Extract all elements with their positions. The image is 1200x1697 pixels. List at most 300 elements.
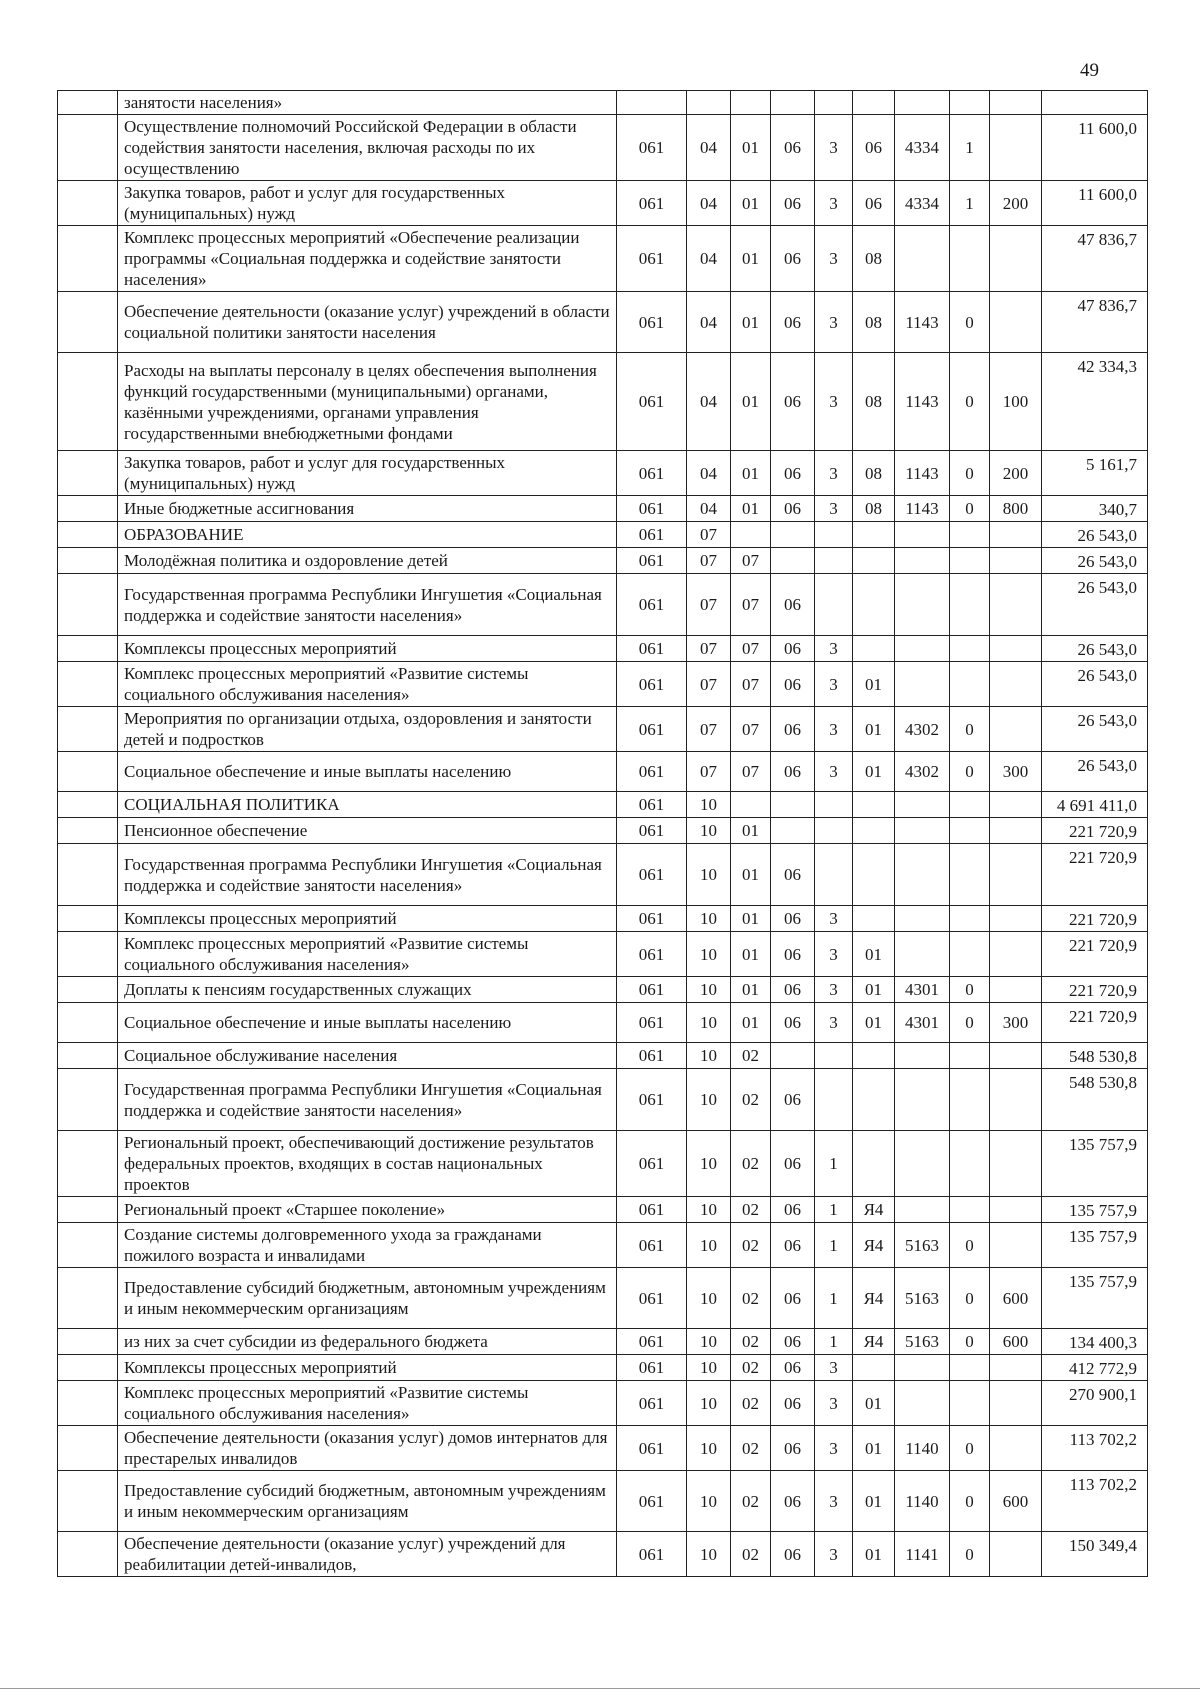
code-cell-c2: 10 (687, 1131, 731, 1197)
amount-cell: 113 702,2 (1042, 1471, 1148, 1532)
code-cell-c3: 07 (731, 707, 771, 752)
code-cell-c3: 01 (731, 818, 771, 844)
code-cell-c9 (990, 707, 1042, 752)
code-cell-c9 (990, 91, 1042, 115)
code-cell-c5: 3 (815, 1003, 853, 1043)
row-number-cell (58, 91, 118, 115)
code-cell-c4: 06 (771, 977, 815, 1003)
item-name-cell: ОБРАЗОВАНИЕ (118, 522, 617, 548)
code-cell-c9 (990, 1532, 1042, 1577)
code-cell-c3: 07 (731, 636, 771, 662)
table-row (58, 1069, 1148, 1131)
code-cell-c9 (990, 1381, 1042, 1426)
code-cell-c5: 3 (815, 353, 853, 451)
code-cell-c9: 600 (990, 1471, 1042, 1532)
table-row (58, 91, 1148, 115)
code-cell-c4: 06 (771, 1069, 815, 1131)
item-name-cell: Комплексы процессных мероприятий (118, 1355, 617, 1381)
code-cell-c8 (950, 1043, 990, 1069)
code-cell-c8: 0 (950, 707, 990, 752)
item-name-cell: Пенсионное обеспечение (118, 818, 617, 844)
table-row (58, 1003, 1148, 1043)
code-cell-c9 (990, 115, 1042, 181)
code-cell-c1: 061 (617, 353, 687, 451)
row-number-cell (58, 977, 118, 1003)
code-cell-c2: 04 (687, 496, 731, 522)
code-cell-c2: 10 (687, 1197, 731, 1223)
amount-cell: 221 720,9 (1042, 977, 1148, 1003)
code-cell-c2: 07 (687, 752, 731, 792)
amount-cell: 135 757,9 (1042, 1223, 1148, 1268)
item-name-cell: Социальное обеспечение и иные выплаты населению (118, 752, 617, 792)
code-cell-c3: 01 (731, 906, 771, 932)
amount-cell: 221 720,9 (1042, 1003, 1148, 1043)
code-cell-c9: 200 (990, 451, 1042, 496)
item-name-cell: Социальное обслуживание населения (118, 1043, 617, 1069)
row-number-cell (58, 1471, 118, 1532)
code-cell-c6: 08 (853, 353, 895, 451)
code-cell-c6: Я4 (853, 1197, 895, 1223)
amount-cell: 221 720,9 (1042, 818, 1148, 844)
row-number-cell (58, 1069, 118, 1131)
code-cell-c5: 3 (815, 1381, 853, 1426)
table-row (58, 906, 1148, 932)
amount-cell: 134 400,3 (1042, 1329, 1148, 1355)
code-cell-c4: 06 (771, 844, 815, 906)
code-cell-c2: 10 (687, 1355, 731, 1381)
code-cell-c4: 06 (771, 1532, 815, 1577)
code-cell-c1: 061 (617, 522, 687, 548)
item-name-cell: Комплекс процессных мероприятий «Обеспечение реализации программы «Социальная поддержка и содействие занятости населения» (118, 226, 617, 292)
amount-cell: 135 757,9 (1042, 1268, 1148, 1329)
row-number-cell (58, 353, 118, 451)
code-cell-c7: 4301 (895, 1003, 950, 1043)
code-cell-c9 (990, 636, 1042, 662)
code-cell-c4 (771, 548, 815, 574)
code-cell-c4: 06 (771, 226, 815, 292)
code-cell-c7 (895, 636, 950, 662)
amount-cell: 26 543,0 (1042, 636, 1148, 662)
code-cell-c4 (771, 792, 815, 818)
code-cell-c4: 06 (771, 1355, 815, 1381)
code-cell-c3: 01 (731, 292, 771, 353)
code-cell-c8 (950, 91, 990, 115)
code-cell-c3: 02 (731, 1381, 771, 1426)
code-cell-c1: 061 (617, 451, 687, 496)
amount-cell: 26 543,0 (1042, 707, 1148, 752)
code-cell-c6 (853, 522, 895, 548)
item-name-cell: Комплекс процессных мероприятий «Развитие системы социального обслуживания населения» (118, 1381, 617, 1426)
code-cell-c6: 06 (853, 115, 895, 181)
code-cell-c9 (990, 977, 1042, 1003)
code-cell-c7 (895, 91, 950, 115)
code-cell-c3: 02 (731, 1197, 771, 1223)
code-cell-c7 (895, 662, 950, 707)
code-cell-c9 (990, 906, 1042, 932)
code-cell-c7: 4301 (895, 977, 950, 1003)
code-cell-c7 (895, 226, 950, 292)
code-cell-c5 (815, 91, 853, 115)
code-cell-c9 (990, 792, 1042, 818)
code-cell-c7 (895, 574, 950, 636)
item-name-cell: Создание системы долговременного ухода за гражданами пожилого возраста и инвалидами (118, 1223, 617, 1268)
code-cell-c8 (950, 932, 990, 977)
code-cell-c2: 10 (687, 1426, 731, 1471)
code-cell-c3: 07 (731, 662, 771, 707)
code-cell-c5: 3 (815, 906, 853, 932)
item-name-cell: Региональный проект, обеспечивающий достижение результатов федеральных проектов, входящих в состав национальных проектов (118, 1131, 617, 1197)
code-cell-c9 (990, 1131, 1042, 1197)
table-row (58, 1426, 1148, 1471)
table-row (58, 1223, 1148, 1268)
code-cell-c9 (990, 1223, 1042, 1268)
code-cell-c3: 01 (731, 115, 771, 181)
code-cell-c8: 0 (950, 1003, 990, 1043)
code-cell-c5 (815, 844, 853, 906)
code-cell-c2: 07 (687, 636, 731, 662)
code-cell-c2: 04 (687, 353, 731, 451)
item-name-cell: Комплекс процессных мероприятий «Развитие системы социального обслуживания населения» (118, 662, 617, 707)
code-cell-c4: 06 (771, 932, 815, 977)
code-cell-c2: 07 (687, 707, 731, 752)
code-cell-c5: 1 (815, 1268, 853, 1329)
code-cell-c6: 06 (853, 181, 895, 226)
code-cell-c2 (687, 91, 731, 115)
code-cell-c8: 0 (950, 353, 990, 451)
code-cell-c5 (815, 522, 853, 548)
item-name-cell: Государственная программа Республики Ингушетия «Социальная поддержка и содействие занятости населения» (118, 844, 617, 906)
code-cell-c9: 100 (990, 353, 1042, 451)
table-row (58, 226, 1148, 292)
code-cell-c8 (950, 1069, 990, 1131)
amount-cell: 5 161,7 (1042, 451, 1148, 496)
code-cell-c8: 0 (950, 752, 990, 792)
row-number-cell (58, 1003, 118, 1043)
code-cell-c5: 3 (815, 1426, 853, 1471)
code-cell-c2: 10 (687, 1069, 731, 1131)
item-name-cell: Комплексы процессных мероприятий (118, 906, 617, 932)
amount-cell: 270 900,1 (1042, 1381, 1148, 1426)
table-row (58, 792, 1148, 818)
code-cell-c8 (950, 792, 990, 818)
code-cell-c1 (617, 91, 687, 115)
row-number-cell (58, 1329, 118, 1355)
code-cell-c8 (950, 226, 990, 292)
table-row (58, 548, 1148, 574)
row-number-cell (58, 1197, 118, 1223)
code-cell-c6 (853, 1355, 895, 1381)
bottom-divider (0, 1688, 1200, 1689)
amount-cell: 221 720,9 (1042, 932, 1148, 977)
item-name-cell: Закупка товаров, работ и услуг для государственных (муниципальных) нужд (118, 181, 617, 226)
code-cell-c1: 061 (617, 906, 687, 932)
code-cell-c6 (853, 1069, 895, 1131)
item-name-cell: Обеспечение деятельности (оказания услуг) домов интернатов для престарелых инвалидов (118, 1426, 617, 1471)
code-cell-c9 (990, 522, 1042, 548)
code-cell-c6: 08 (853, 226, 895, 292)
code-cell-c5: 3 (815, 1355, 853, 1381)
code-cell-c1: 061 (617, 1471, 687, 1532)
code-cell-c6: 08 (853, 496, 895, 522)
code-cell-c4: 06 (771, 752, 815, 792)
table-row (58, 844, 1148, 906)
code-cell-c7: 1140 (895, 1471, 950, 1532)
code-cell-c8: 0 (950, 1268, 990, 1329)
item-name-cell: Государственная программа Республики Ингушетия «Социальная поддержка и содействие занятости населения» (118, 1069, 617, 1131)
item-name-cell: Комплекс процессных мероприятий «Развитие системы социального обслуживания населения» (118, 932, 617, 977)
code-cell-c2: 07 (687, 522, 731, 548)
code-cell-c7 (895, 1131, 950, 1197)
code-cell-c2: 10 (687, 792, 731, 818)
code-cell-c4: 06 (771, 496, 815, 522)
code-cell-c7 (895, 522, 950, 548)
code-cell-c2: 04 (687, 451, 731, 496)
amount-cell: 26 543,0 (1042, 548, 1148, 574)
code-cell-c2: 10 (687, 932, 731, 977)
code-cell-c6 (853, 906, 895, 932)
code-cell-c5: 3 (815, 636, 853, 662)
code-cell-c3: 01 (731, 226, 771, 292)
code-cell-c7: 5163 (895, 1329, 950, 1355)
code-cell-c4: 06 (771, 292, 815, 353)
row-number-cell (58, 1223, 118, 1268)
row-number-cell (58, 115, 118, 181)
code-cell-c1: 061 (617, 662, 687, 707)
code-cell-c6: 01 (853, 662, 895, 707)
code-cell-c8 (950, 636, 990, 662)
code-cell-c8: 0 (950, 1329, 990, 1355)
code-cell-c8 (950, 1197, 990, 1223)
code-cell-c8 (950, 662, 990, 707)
code-cell-c9 (990, 292, 1042, 353)
code-cell-c5: 1 (815, 1223, 853, 1268)
row-number-cell (58, 1532, 118, 1577)
code-cell-c3 (731, 522, 771, 548)
code-cell-c2: 04 (687, 226, 731, 292)
code-cell-c5: 3 (815, 1471, 853, 1532)
code-cell-c9 (990, 1197, 1042, 1223)
item-name-cell: Обеспечение деятельности (оказание услуг) учреждений в области социальной политики занятости населения (118, 292, 617, 353)
code-cell-c6 (853, 636, 895, 662)
row-number-cell (58, 707, 118, 752)
code-cell-c4: 06 (771, 1426, 815, 1471)
code-cell-c1: 061 (617, 636, 687, 662)
code-cell-c8: 0 (950, 1532, 990, 1577)
code-cell-c6: 01 (853, 1003, 895, 1043)
code-cell-c8 (950, 1355, 990, 1381)
code-cell-c8 (950, 548, 990, 574)
amount-cell: 26 543,0 (1042, 662, 1148, 707)
code-cell-c1: 061 (617, 1069, 687, 1131)
budget-table (57, 90, 1148, 1577)
code-cell-c1: 061 (617, 707, 687, 752)
code-cell-c5 (815, 1069, 853, 1131)
row-number-cell (58, 662, 118, 707)
table-row (58, 818, 1148, 844)
table-row (58, 1471, 1148, 1532)
code-cell-c9: 800 (990, 496, 1042, 522)
item-name-cell: Иные бюджетные ассигнования (118, 496, 617, 522)
code-cell-c2: 07 (687, 548, 731, 574)
table-row (58, 115, 1148, 181)
row-number-cell (58, 844, 118, 906)
code-cell-c4: 06 (771, 181, 815, 226)
code-cell-c5: 3 (815, 752, 853, 792)
code-cell-c7 (895, 792, 950, 818)
code-cell-c4 (771, 1043, 815, 1069)
item-name-cell: Осуществление полномочий Российской Федерации в области содействия занятости населения, включая расходы по их осуществлению (118, 115, 617, 181)
amount-cell: 340,7 (1042, 496, 1148, 522)
code-cell-c8 (950, 818, 990, 844)
code-cell-c9 (990, 1043, 1042, 1069)
table-row (58, 574, 1148, 636)
code-cell-c2: 10 (687, 1268, 731, 1329)
code-cell-c5: 3 (815, 226, 853, 292)
code-cell-c2: 10 (687, 818, 731, 844)
code-cell-c7 (895, 932, 950, 977)
code-cell-c6 (853, 1131, 895, 1197)
code-cell-c7: 1140 (895, 1426, 950, 1471)
code-cell-c3: 07 (731, 752, 771, 792)
code-cell-c1: 061 (617, 932, 687, 977)
code-cell-c8 (950, 906, 990, 932)
code-cell-c3: 01 (731, 353, 771, 451)
code-cell-c6 (853, 574, 895, 636)
code-cell-c6 (853, 844, 895, 906)
code-cell-c2: 10 (687, 844, 731, 906)
item-name-cell: Обеспечение деятельности (оказание услуг) учреждений для реабилитации детей-инвалидов, (118, 1532, 617, 1577)
code-cell-c8 (950, 574, 990, 636)
code-cell-c7 (895, 1355, 950, 1381)
amount-cell: 548 530,8 (1042, 1043, 1148, 1069)
item-name-cell: Предоставление субсидий бюджетным, автономным учреждениям и иным некоммерческим организациям (118, 1471, 617, 1532)
code-cell-c4: 06 (771, 662, 815, 707)
code-cell-c1: 061 (617, 844, 687, 906)
code-cell-c8 (950, 1381, 990, 1426)
code-cell-c3: 01 (731, 181, 771, 226)
code-cell-c2: 10 (687, 1223, 731, 1268)
code-cell-c5 (815, 574, 853, 636)
table-row (58, 292, 1148, 353)
code-cell-c6 (853, 818, 895, 844)
code-cell-c9 (990, 1069, 1042, 1131)
code-cell-c7 (895, 548, 950, 574)
code-cell-c7 (895, 844, 950, 906)
code-cell-c6 (853, 548, 895, 574)
code-cell-c9: 600 (990, 1268, 1042, 1329)
code-cell-c6: 01 (853, 932, 895, 977)
table-row (58, 977, 1148, 1003)
amount-cell: 135 757,9 (1042, 1131, 1148, 1197)
code-cell-c1: 061 (617, 1043, 687, 1069)
amount-cell: 412 772,9 (1042, 1355, 1148, 1381)
code-cell-c4: 06 (771, 1197, 815, 1223)
code-cell-c3: 02 (731, 1471, 771, 1532)
code-cell-c3: 01 (731, 844, 771, 906)
code-cell-c8 (950, 522, 990, 548)
code-cell-c6 (853, 1043, 895, 1069)
code-cell-c4: 06 (771, 451, 815, 496)
amount-cell: 11 600,0 (1042, 115, 1148, 181)
row-number-cell (58, 522, 118, 548)
table-row (58, 1197, 1148, 1223)
code-cell-c4 (771, 91, 815, 115)
code-cell-c8 (950, 844, 990, 906)
row-number-cell (58, 574, 118, 636)
code-cell-c5 (815, 548, 853, 574)
code-cell-c4: 06 (771, 1003, 815, 1043)
code-cell-c7 (895, 1069, 950, 1131)
table-row (58, 1355, 1148, 1381)
code-cell-c9: 300 (990, 1003, 1042, 1043)
code-cell-c7: 4302 (895, 752, 950, 792)
amount-cell: 4 691 411,0 (1042, 792, 1148, 818)
row-number-cell (58, 1043, 118, 1069)
code-cell-c7: 5163 (895, 1268, 950, 1329)
code-cell-c5 (815, 792, 853, 818)
table-row (58, 707, 1148, 752)
code-cell-c2: 10 (687, 1471, 731, 1532)
item-name-cell: Закупка товаров, работ и услуг для государственных (муниципальных) нужд (118, 451, 617, 496)
code-cell-c1: 061 (617, 818, 687, 844)
item-name-cell: СОЦИАЛЬНАЯ ПОЛИТИКА (118, 792, 617, 818)
code-cell-c5: 3 (815, 662, 853, 707)
table-row (58, 1131, 1148, 1197)
code-cell-c1: 061 (617, 1381, 687, 1426)
code-cell-c5 (815, 1043, 853, 1069)
code-cell-c5: 1 (815, 1131, 853, 1197)
row-number-cell (58, 292, 118, 353)
code-cell-c2: 04 (687, 292, 731, 353)
code-cell-c9 (990, 844, 1042, 906)
code-cell-c6: Я4 (853, 1268, 895, 1329)
row-number-cell (58, 496, 118, 522)
code-cell-c1: 061 (617, 1532, 687, 1577)
code-cell-c2: 10 (687, 1532, 731, 1577)
code-cell-c9 (990, 932, 1042, 977)
code-cell-c3: 07 (731, 548, 771, 574)
code-cell-c9 (990, 1355, 1042, 1381)
code-cell-c1: 061 (617, 496, 687, 522)
table-row (58, 1268, 1148, 1329)
code-cell-c1: 061 (617, 181, 687, 226)
code-cell-c1: 061 (617, 1131, 687, 1197)
code-cell-c8: 0 (950, 1223, 990, 1268)
code-cell-c5: 1 (815, 1329, 853, 1355)
row-number-cell (58, 548, 118, 574)
table-row (58, 1532, 1148, 1577)
row-number-cell (58, 792, 118, 818)
code-cell-c7: 4302 (895, 707, 950, 752)
code-cell-c9 (990, 818, 1042, 844)
code-cell-c6: Я4 (853, 1223, 895, 1268)
item-name-cell: Государственная программа Республики Ингушетия «Социальная поддержка и содействие занятости населения» (118, 574, 617, 636)
code-cell-c2: 04 (687, 115, 731, 181)
code-cell-c1: 061 (617, 977, 687, 1003)
code-cell-c5: 3 (815, 181, 853, 226)
code-cell-c5: 3 (815, 977, 853, 1003)
code-cell-c7: 1141 (895, 1532, 950, 1577)
table-row (58, 496, 1148, 522)
item-name-cell: Комплексы процессных мероприятий (118, 636, 617, 662)
row-number-cell (58, 451, 118, 496)
code-cell-c1: 061 (617, 1197, 687, 1223)
code-cell-c2: 07 (687, 662, 731, 707)
code-cell-c9: 200 (990, 181, 1042, 226)
code-cell-c9 (990, 548, 1042, 574)
amount-cell: 47 836,7 (1042, 292, 1148, 353)
code-cell-c6: 01 (853, 977, 895, 1003)
